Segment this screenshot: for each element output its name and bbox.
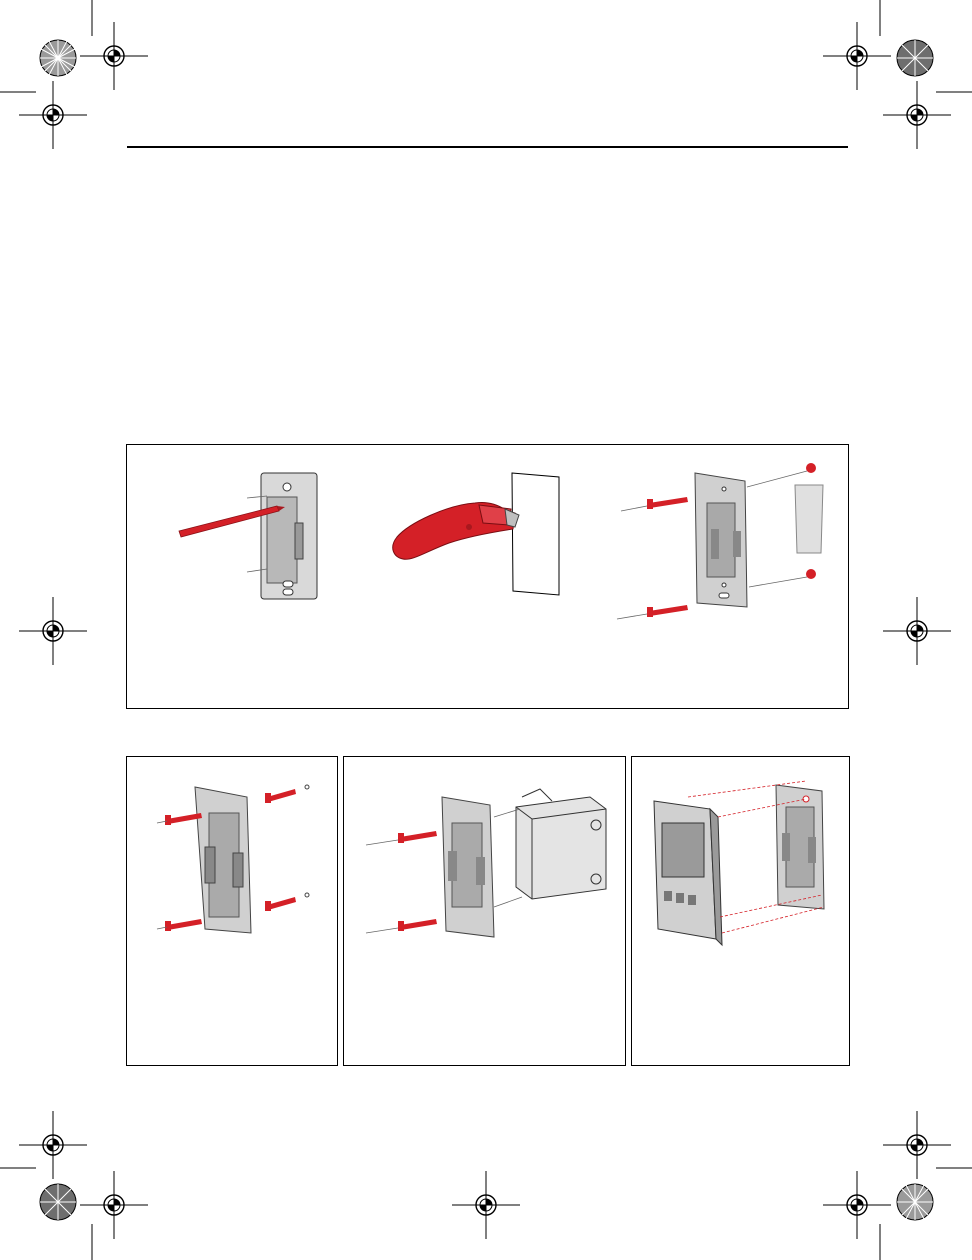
header-rule [127, 146, 848, 148]
registration-crosshair-icon [80, 1171, 148, 1239]
registration-crosshair-icon [452, 1171, 520, 1239]
registration-crosshair-icon [883, 597, 951, 665]
figure-wall-preparation [126, 444, 849, 709]
registration-crosshair-icon [883, 1111, 951, 1179]
registration-crosshair-icon [19, 81, 87, 149]
figure-mount-on-wall [126, 756, 338, 1066]
figure-mount-on-junction-box [343, 756, 626, 1066]
registration-crosshair-icon [19, 597, 87, 665]
registration-crosshair-icon [883, 81, 951, 149]
anchor-and-screws-illustration [617, 463, 823, 619]
registration-crosshair-icon [823, 22, 891, 90]
registration-crosshair-icon [80, 22, 148, 90]
figure-attach-thermostat [631, 756, 850, 1066]
wallplate-drilling-illustration [179, 473, 317, 599]
utility-knife-cutting-illustration [393, 473, 559, 595]
registration-crosshair-icon [19, 1111, 87, 1179]
registration-crosshair-icon [823, 1171, 891, 1239]
